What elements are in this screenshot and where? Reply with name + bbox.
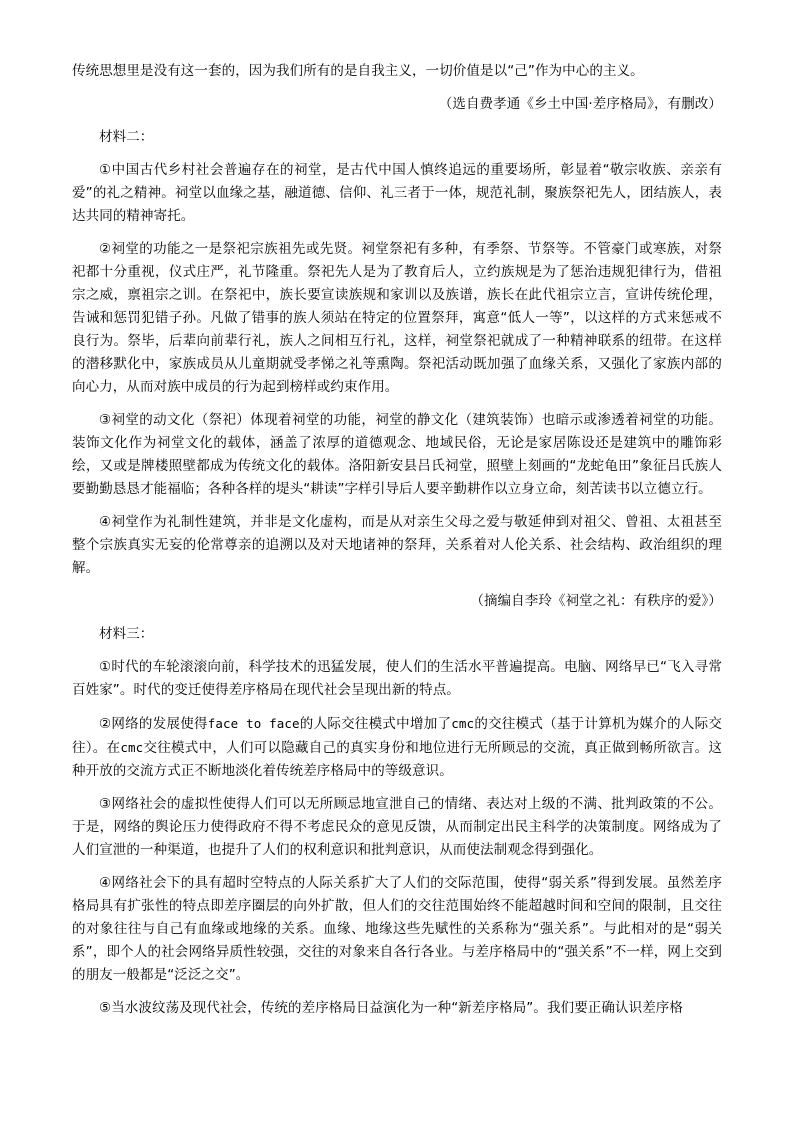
source-citation-1: （选自费孝通《乡土中国·差序格局》，有删改） [438,96,722,112]
material-three-paragraph-5: ⑤当水波纹荡及现代社会，传统的差序格局日益演化为一种“新差序格局”。我们要正确认识差序格 [99,1000,683,1016]
material-two-paragraph-4: ④祠堂作为礼制性建筑，并非是文化虚构，而是从对亲生父母之爱与敬延伸到对祖父、曾祖、太祖甚至整个宗族真实无妄的伦常尊亲的追溯以及对天地诸神的祭拜，关系着对人伦关系、社会结构、政治组织的理解。 [72,514,722,576]
document-page [72,60,722,1030]
material-two-paragraph-3: ③祠堂的动文化（祭祀）体现着祠堂的功能，祠堂的静文化（建筑装饰）也暗示或渗透着祠堂的功能。装饰文化作为祠堂文化的载体，涵盖了浓厚的道德观念、地域民俗，无论是家居陈设还是建筑中的雕饰彩绘，又或是牌楼照壁都成为传统文化的载体。洛阳新安县吕氏祠堂，照壁上刻画的“龙蛇龟田”象征吕氏族人要勤勤恳恳才能福临；各种各样的堤头“耕读”字样引导后人要辛勤耕作以立身立命，刻苦读书以立德立行。 [72,412,722,497]
m3p2-text-a: ②网络的发展使得 [99,716,208,732]
intro-paragraph: 传统思想里是没有这一套的，因为我们所有的是自我主义，一切价值是以“己”作为中心的主义。 [72,63,644,79]
material-two-paragraph-1: ①中国古代乡村社会普遍存在的祠堂，是古代中国人慎终追远的重要场所，彰显着“敬宗收族、亲亲有爱”的礼之精神。祠堂以血缘之基，融道德、信仰、礼三者于一体，规范礼制，聚族祭祀先人，团结族人，表达共同的精神寄托。 [72,162,722,224]
m3p2-cmc-1: cmc [451,716,475,731]
material-three-paragraph-3: ③网络社会的虚拟性使得人们可以无所顾忌地宣泄自己的情绪、表达对上级的不满、批判政策的不公。于是，网络的舆论压力使得政府不得不考虑民众的意见反馈，从而制定出民主科学的决策制度。网络成为了人们宣泄的一种渠道，也提升了人们的权利意识和批判意识，从而使法制观念得到强化。 [72,796,722,858]
source-citation-2: （摘编自李玲《祠堂之礼：有秩序的爱》） [470,593,722,609]
m3p2-text-d: 交往模式中，人们可以隐藏自己的真实身份和地位进行无所顾忌的交流，真正做到畅所欲言。这种开放的交流方式正不断地淡化着传统差序格局中的等级意识。 [72,740,722,779]
m3p2-face-to-face: face to face [207,716,300,731]
material-three-paragraph-4: ④网络社会下的具有超时空特点的人际关系扩大了人们的交际范围，使得“弱关系”得到发展。虽然差序格局具有扩张性的特点即差序圈层的向外扩散，但人们的交往范围始终不能超越时间和空间的限制，且交往的对象往往与自己有血缘或地缘的关系。血缘、地缘这些先赋性的关系称为“强关系”。与此相对的是“弱关系”，即个人的社会网络异质性较强，交往的对象来自各行各业。与差序格局中的“强关系”不一样，网上交到的朋友一般都是“泛泛之交”。 [72,875,722,983]
material-three-paragraph-1: ①时代的车轮滚滚向前，科学技术的迅猛发展，使人们的生活水平普遍提高。电脑、网络早已“飞入寻常百姓家”。时代的变迁使得差序格局在现代社会呈现出新的特点。 [72,659,722,698]
m3p2-cmc-2: cmc [120,740,144,755]
material-three-paragraph-2 [72,712,722,783]
m3p2-text-b: 的人际交往模式中增加了 [299,716,452,732]
material-two-heading: 材料二： [99,129,154,145]
m3p2-text-c: 的交往模式（基于计算机为媒介的人际交往）。在 [72,716,723,756]
material-two-paragraph-2: ②祠堂的功能之一是祭祀宗族祖先或先贤。祠堂祭祀有多种，有季祭、节祭等。不管豪门或寒族，对祭祀都十分重视，仪式庄严，礼节隆重。祭祀先人是为了教育后人，立约族规是为了惩治违规犯律行为，借祖宗之威，禀祖宗之训。在祭祀中，族长要宣读族规和家训以及族谱，族长在此代祖宗立言，宣讲传统伦理，告诫和惩罚犯错子孙。凡做了错事的族人须站在特定的位置祭拜，寓意“低人一等”，以这样的方式来惩戒不良行为。祭毕，后辈向前辈行礼，族人之间相互行礼，这样，祠堂祭祀就成了一种精神联系的纽带。在这样的潜移默化中，家族成员从儿童期就受孝悌之礼等熏陶。祭祀活动既加强了血缘关系，又强化了家族内部的向心力，从而对族中成员的行为起到榜样或约束作用。 [72,241,722,395]
material-three-heading: 材料三： [99,626,154,642]
